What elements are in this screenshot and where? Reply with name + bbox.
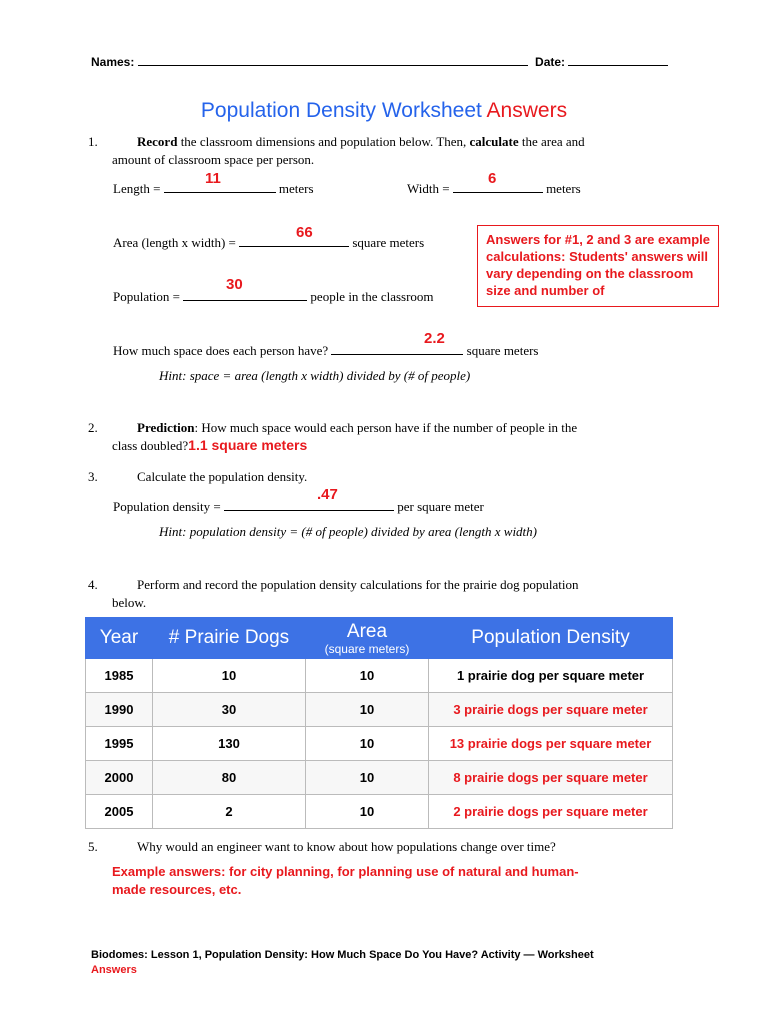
q3-number: 3. <box>88 469 98 484</box>
page-title <box>0 99 768 123</box>
cell-year: 1990 <box>86 693 153 727</box>
prairie-dog-table <box>85 617 673 829</box>
q3-text: Calculate the population density. <box>137 469 308 484</box>
width-row: Width = meters <box>407 178 581 197</box>
space-blank[interactable] <box>331 340 463 355</box>
space-answer: 2.2 <box>424 330 445 347</box>
title-main: Population Density Worksheet <box>200 99 482 122</box>
length-answer: 11 <box>205 170 221 187</box>
footer-answers: Answers <box>91 964 137 976</box>
cell-dogs: 2 <box>153 795 306 829</box>
cell-area: 10 <box>306 693 429 727</box>
q5-text: Why would an engineer want to know about how populations change over time? <box>137 839 556 854</box>
q1-number: 1. <box>88 134 98 149</box>
q4-text: Perform and record the population density calculations for the prairie dog population <box>137 577 579 592</box>
table-row <box>86 659 673 693</box>
names-label: Names: <box>91 55 135 69</box>
cell-density: 1 prairie dog per square meter <box>429 659 673 693</box>
cell-density: 2 prairie dogs per square meter <box>429 795 673 829</box>
table-header-row <box>86 618 673 659</box>
width-answer: 6 <box>488 170 497 187</box>
population-answer: 30 <box>226 276 243 293</box>
q5-number: 5. <box>88 839 98 854</box>
area-answer: 66 <box>296 224 313 241</box>
cell-area: 10 <box>306 727 429 761</box>
length-blank[interactable] <box>164 178 276 193</box>
q4-line2: below. <box>112 595 147 610</box>
q2-number: 2. <box>88 420 98 435</box>
names-blank[interactable] <box>138 51 528 66</box>
space-row: How much space does each person have? square meters <box>113 340 538 359</box>
q2-answer: 1.1 square meters <box>188 437 308 453</box>
cell-density: 8 prairie dogs per square meter <box>429 761 673 795</box>
q2-line2: class doubled?1.1 square meters <box>112 437 308 453</box>
q1-line2: amount of classroom space per person. <box>112 152 315 167</box>
width-blank[interactable] <box>453 178 543 193</box>
q5-answer: Example answers: for city planning, for planning use of natural and human- made resources, etc. <box>112 864 579 897</box>
cell-dogs: 30 <box>153 693 306 727</box>
cell-dogs: 130 <box>153 727 306 761</box>
cell-area: 10 <box>306 659 429 693</box>
footer-text: Biodomes: Lesson 1, Population Density: How Much Space Do You Have? Activity — Worksheet <box>91 949 594 961</box>
density-blank[interactable] <box>224 496 394 511</box>
cell-area: 10 <box>306 761 429 795</box>
population-blank[interactable] <box>183 286 307 301</box>
cell-year: 1985 <box>86 659 153 693</box>
density-answer: .47 <box>317 486 338 503</box>
cell-density: 13 prairie dogs per square meter <box>429 727 673 761</box>
q2-line1: Prediction: How much space would each person have if the number of people in the <box>137 420 578 435</box>
q3-hint: Hint: population density = (# of people) divided by area (length x width) <box>159 524 537 539</box>
cell-area: 10 <box>306 795 429 829</box>
table-row <box>86 693 673 727</box>
population-row: Population = people in the classroom <box>113 286 434 305</box>
title-answers: Answers <box>486 99 568 122</box>
q1-line1: Record the classroom dimensions and population below. Then, calculate the area and <box>137 134 585 149</box>
table-row <box>86 727 673 761</box>
header-year: Year <box>86 618 153 659</box>
table-row <box>86 795 673 829</box>
header-area: Area (square meters) <box>306 618 429 659</box>
area-blank[interactable] <box>239 232 349 247</box>
density-row: Population density = per square meter <box>113 496 484 515</box>
header-prairie-dogs: # Prairie Dogs <box>153 618 306 659</box>
table-row <box>86 761 673 795</box>
length-row: Length = meters <box>113 178 314 197</box>
cell-density: 3 prairie dogs per square meter <box>429 693 673 727</box>
cell-year: 2000 <box>86 761 153 795</box>
cell-dogs: 10 <box>153 659 306 693</box>
date-label: Date: <box>535 55 566 69</box>
cell-year: 2005 <box>86 795 153 829</box>
cell-year: 1995 <box>86 727 153 761</box>
names-row <box>91 51 668 69</box>
date-blank[interactable] <box>568 51 668 66</box>
q1-hint: Hint: space = area (length x width) divided by (# of people) <box>159 368 471 383</box>
q4-number: 4. <box>88 577 98 592</box>
cell-dogs: 80 <box>153 761 306 795</box>
answer-note-box: Answers for #1, 2 and 3 are example calculations: Students' answers will vary depending on the classroom size and number of <box>477 225 719 307</box>
footer <box>91 948 594 978</box>
header-population-density: Population Density <box>429 618 673 659</box>
area-row: Area (length x width) = square meters <box>113 232 424 251</box>
